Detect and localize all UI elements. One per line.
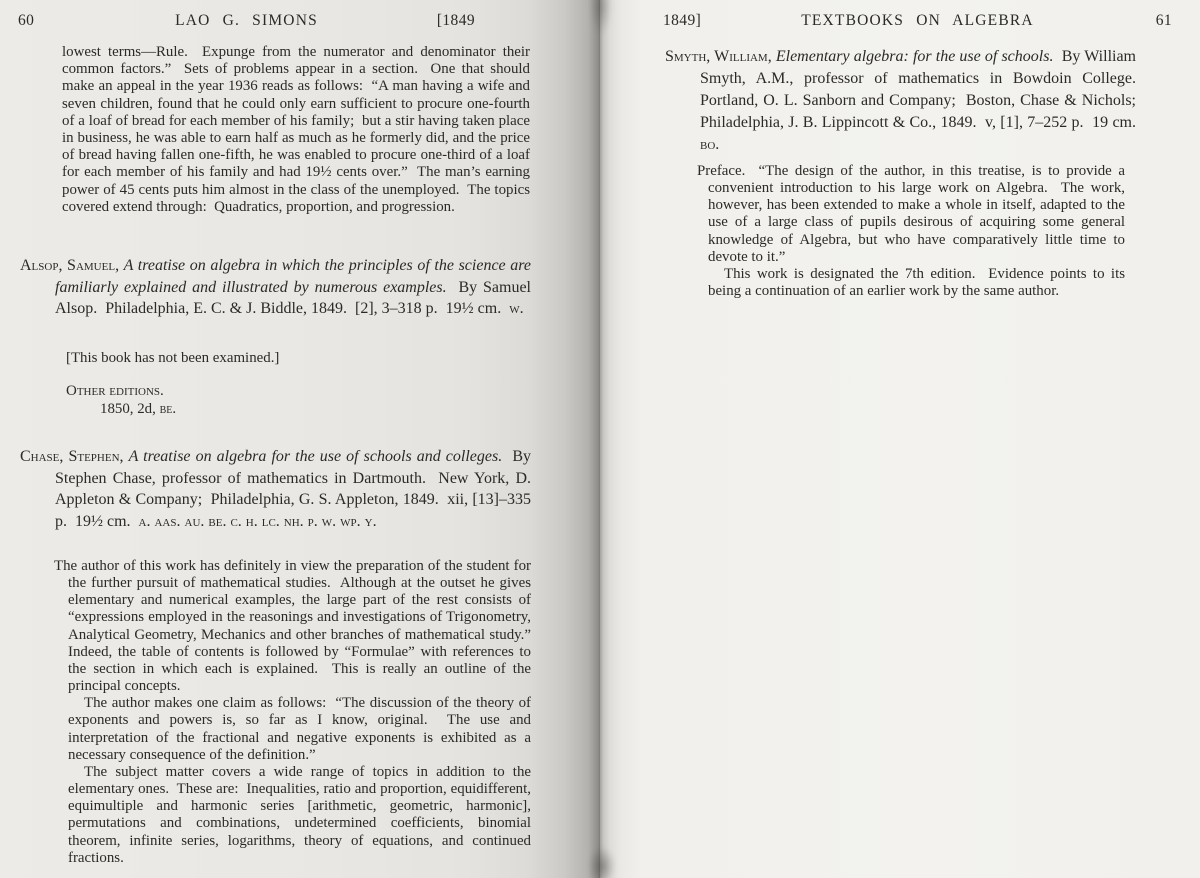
chase-author: Chase, Stephen, [20, 448, 129, 465]
chase-annotation-p2: The author makes one claim as follows: “The discussion of the theory of exponents and powers is, so far as I know, original. The use and interpretation of the fractional and negative exponents is exhibited as a necessary consequence of the definition.” [68, 695, 535, 763]
chase-entry [20, 446, 536, 533]
chase-annotation-p3: The subject matter covers a wide range of topics in addition to the elementary ones. These are: Inequalities, ratio and proportion, equidifferent, equimultiple and harmonic series [arithmetic, geometric, harmonic], permutations and combinations, undetermined coefficients, binomial theorem, infinite series, logarithms, theory of equations, and continued fractions. [68, 763, 535, 866]
alsop-author: Alsop, Samuel, [20, 257, 124, 274]
other-editions-sigla: be. [159, 401, 177, 417]
alsop-sigla: w. [509, 300, 524, 318]
smyth-title: Elementary algebra: for the use of schools. [775, 48, 1054, 65]
smyth-annotation [697, 163, 1129, 300]
smyth-imprint: By William Smyth, A.M., professor of mathematics in Bowdoin College. Portland, O. L. Sanborn and Company; Boston, Chase & Nichols; Philadelphia, J. B. Lippincott & Co., 1849. v, [1], 7–252 p. 19 cm. [700, 48, 1144, 131]
smyth-annotation-p2: This work is designated the 7th edition. Evidence points to its being a continuation of an earlier work by the same author. [708, 265, 1129, 300]
other-editions-label: Other editions. [66, 383, 164, 399]
continuation-paragraph: lowest terms—Rule. Expunge from the numerator and denominator their common factors.” Sets of problems appear in a section. One that should make an appeal in the year 1936 reads as follows: “A man having a wife and seven children, found that he could only earn sufficient to procure one-fourth of a loaf of bread for each member of his family; but a stir having taken place in business, he was able to earn half as much as he formerly did, and the price of bread having fallen one-fifth, he was enabled to procure one-third of a loaf for each member of his family and had 19½ cents over.” The man’s earning power of 45 cents puts him almost in the class of the unemployed. The topics covered extend through: Quadratics, proportion, and progression. [62, 44, 534, 215]
smyth-entry [665, 46, 1144, 156]
right-page [600, 0, 1200, 878]
alsop-entry [20, 255, 535, 320]
right-page-number: 61 [1155, 12, 1172, 29]
left-edge-year: [1849 [436, 12, 475, 29]
smyth-sigla: bo. [700, 136, 720, 153]
alsop-title: A treatise on algebra in which the principles of the science are familiarly explained and illustrated by numerous examples. [55, 257, 535, 296]
left-running-title: LAO G. SIMONS [175, 12, 318, 29]
left-running-header [18, 12, 530, 30]
right-running-title: TEXTBOOKS ON ALGEBRA [801, 12, 1034, 29]
left-page-number: 60 [18, 12, 35, 29]
gutter-shadow-top [590, 0, 612, 34]
other-editions-value: 1850, 2d, [100, 401, 160, 417]
smyth-annotation-p1: Preface. “The design of the author, in this treatise, is to provide a convenient introduction to his large work on Algebra. The work, however, has been extended to make a whole in itself, adapted to the use of a large class of pupils desirous of acquiring some general knowledge of Algebra, but who have comparatively little time to devote to it.” [697, 163, 1129, 265]
smyth-author: Smyth, William, [665, 48, 776, 65]
other-editions-line [100, 401, 176, 418]
chase-title: A treatise on algebra for the use of schools and colleges. [128, 448, 503, 465]
chase-annotation [54, 558, 539, 867]
gutter-shadow-bottom [588, 846, 616, 878]
right-edge-year: 1849] [663, 12, 702, 29]
right-running-header [663, 12, 1172, 30]
alsop-imprint: By Samuel Alsop. Philadelphia, E. C. & J. Biddle, 1849. [2], 3–318 p. 19½ cm. [55, 278, 535, 318]
chase-sigla: a. aas. au. be. c. h. lc. nh. p. w. wp. y. [138, 513, 377, 531]
chase-imprint: By Stephen Chase, professor of mathematics in Dartmouth. New York, D. Appleton & Company; Philadelphia, G. S. Appleton, 1849. xii, [13]–335 p. 19½ cm. [55, 448, 536, 531]
chase-annotation-p1: The author of this work has definitely in view the preparation of the student for the further pursuit of mathematical studies. Although at the outset he gives elementary and numerical examples, the large part of the rest consists of “expressions employed in the reasonings and investigations of Trigonometry, Analytical Geometry, Mechanics and other branches of mathematical study.” Indeed, the table of contents is followed by “Formulae” with references to the section in which each is explained. This is really an outline of the principal concepts. [54, 558, 539, 695]
not-examined-note: [This book has not been examined.] [66, 350, 280, 366]
